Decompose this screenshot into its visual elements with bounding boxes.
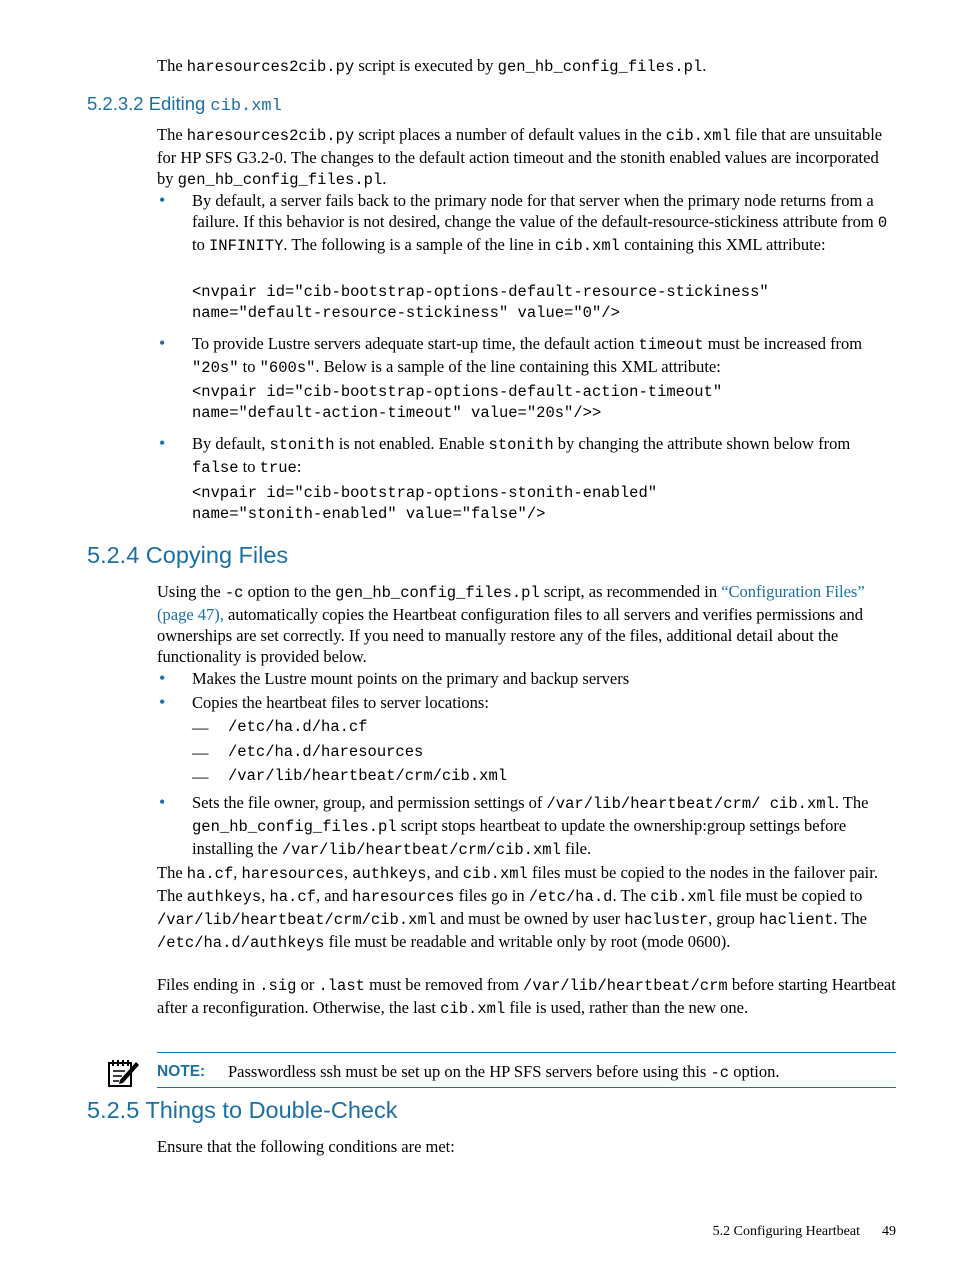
code-sample-timeout: <nvpair id="cib-bootstrap-options-default-action-timeout" name="default-action-timeout" value="20s"/>>: [192, 383, 723, 422]
heading-copying-files: 5.2.4 Copying Files: [87, 542, 289, 568]
page-footer: [600, 1221, 896, 1242]
bullet-icon: •: [159, 433, 166, 453]
list-item: • Sets the file owner, group, and permission settings of /var/lib/heartbeat/crm/ cib.xml. The gen_hb_config_files.pl script stops heartbeat to update the ownership:group settings before installing the /var/lib/heartbeat/crm/cib.xml file.: [159, 792, 869, 859]
footer-section: 5.2 Configuring Heartbeat: [712, 1224, 860, 1239]
note-box: [157, 1052, 896, 1088]
note-label: NOTE:: [157, 1063, 206, 1080]
list-item: • By default, stonith is not enabled. Enable stonith by changing the attribute shown below from false to true:: [159, 433, 851, 477]
bullet-icon: •: [159, 668, 166, 688]
code-sample-stonith: <nvpair id="cib-bootstrap-options-stonith-enabled" name="stonith-enabled" value="false"/>: [192, 484, 658, 523]
list-item: • Copies the heartbeat files to server locations:: [159, 692, 489, 712]
code-sample-stickiness: <nvpair id="cib-bootstrap-options-default-resource-stickiness" name="default-resource-stickiness" value="0"/>: [192, 283, 769, 322]
heading-double-check: 5.2.5 Things to Double-Check: [87, 1097, 398, 1123]
configuration-files-link[interactable]: “Configuration Files” (page 47),: [157, 582, 865, 624]
double-check-paragraph: Ensure that the following conditions are met:: [157, 1137, 455, 1156]
bullet-icon: •: [159, 792, 166, 812]
files-ending-paragraph: Files ending in .sig or .last must be removed from /var/lib/heartbeat/crm before starting Heartbeat after a reconfiguration. Otherwise, the last cib.xml file is used, rather than the new one.: [157, 975, 896, 1018]
list-item: • To provide Lustre servers adequate start-up time, the default action timeout must be increased from "20s" to "600s". Below is a sample of the line containing this XML attribute:: [159, 333, 863, 377]
note-pencil-icon: [106, 1058, 140, 1088]
bullet-icon: •: [159, 692, 166, 712]
bullet-icon: •: [159, 190, 166, 210]
list-item: • Makes the Lustre mount points on the primary and backup servers: [159, 668, 630, 688]
copying-paragraph: Using the -c option to the gen_hb_config_files.pl script, as recommended in “Configuration Files” (page 47), automatically copies the Heartbeat configuration files to all servers and verifies permissions and ownerships are set correctly. If you need to manually restore any of the files, additional detail about the functionality is provided below.: [157, 582, 865, 666]
bullet-icon: •: [159, 333, 166, 353]
copy-requirements-paragraph: The ha.cf, haresources, authkeys, and cib.xml files must be copied to the nodes in the failover pair. The authkeys, ha.cf, and haresources files go in /etc/ha.d. The cib.xml file must be copied to /var/lib/heartbeat/crm/cib.xml and must be owned by user hacluster, group haclient. The /etc/ha.d/authkeys file must be readable and writable only by root (mode 0600).: [157, 863, 878, 952]
list-item: • By default, a server fails back to the primary node for that server when the primary node returns from a failure. If this behavior is not desired, change the value of the default-resource-stickiness attribute from 0 to INFINITY. The following is a sample of the line in cib.xml containing this XML attribute:: [159, 190, 888, 255]
heading-editing-cib: 5.2.3.2 Editing cib.xml: [87, 93, 282, 116]
editing-paragraph: The haresources2cib.py script places a number of default values in the cib.xml file that are unsuitable for HP SFS G3.2-0. The changes to the default action timeout and the stonith enabled values are incorporated by gen_hb_config_files.pl.: [157, 125, 883, 189]
intro-paragraph: The haresources2cib.py script is executed by gen_hb_config_files.pl.: [157, 56, 707, 76]
note-text: Passwordless ssh must be set up on the HP SFS servers before using this -c option.: [228, 1062, 780, 1082]
page-number: 49: [882, 1224, 896, 1239]
